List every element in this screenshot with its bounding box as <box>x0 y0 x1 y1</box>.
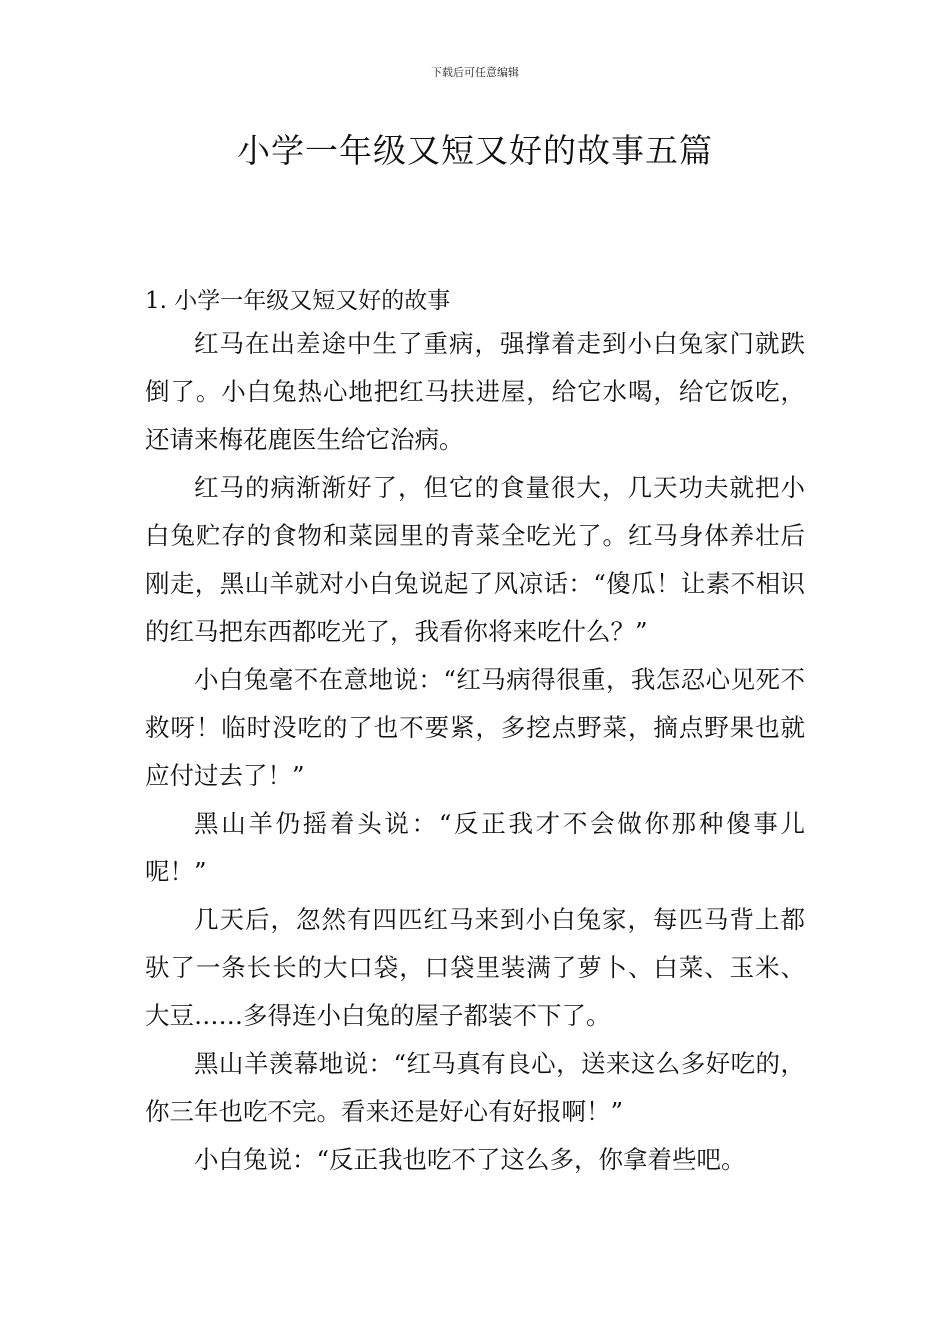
section-heading: 1. 小学一年级又短又好的故事 <box>145 288 451 314</box>
story-paragraph: 红马在出差途中生了重病，强撑着走到小白兔家门就跌倒了。小白兔热心地把红马扶进屋，给它水喝，给它饭吃，还请来梅花鹿医生给它治病。 <box>145 329 805 454</box>
story-paragraph: 黑山羊仍摇着头说：“反正我才不会做你那种傻事儿呢！” <box>145 809 805 886</box>
story-paragraph: 红马的病渐渐好了，但它的食量很大，几天功夫就把小白兔贮存的食物和菜园里的青菜全吃光了。红马身体养壮后刚走，黑山羊就对小白兔说起了风凉话：“傻瓜！让素不相识的红马把东西都吃光了，我看你将来吃什么？” <box>145 473 805 646</box>
story-paragraph: 小白兔毫不在意地说：“红马病得很重，我怎忍心见死不救呀！临时没吃的了也不要紧，多挖点野菜，摘点野果也就应付过去了！” <box>145 665 805 790</box>
document-body <box>145 282 805 1184</box>
story-paragraph: 小白兔说：“反正我也吃不了这么多，你拿着些吧。 <box>194 1145 746 1174</box>
story-paragraph: 几天后，忽然有四匹红马来到小白兔家，每匹马背上都驮了一条长长的大口袋，口袋里装满了萝卜、白菜、玉米、大豆……多得连小白兔的屋子都装不下了。 <box>145 905 805 1030</box>
page-title: 小学一年级又短又好的故事五篇 <box>237 131 713 170</box>
story-paragraph: 黑山羊羡幕地说：“红马真有良心，送来这么多好吃的，你三年也吃不完。看来还是好心有好报啊！” <box>145 1049 805 1126</box>
header-note: 下载后可任意编辑 <box>431 66 519 79</box>
